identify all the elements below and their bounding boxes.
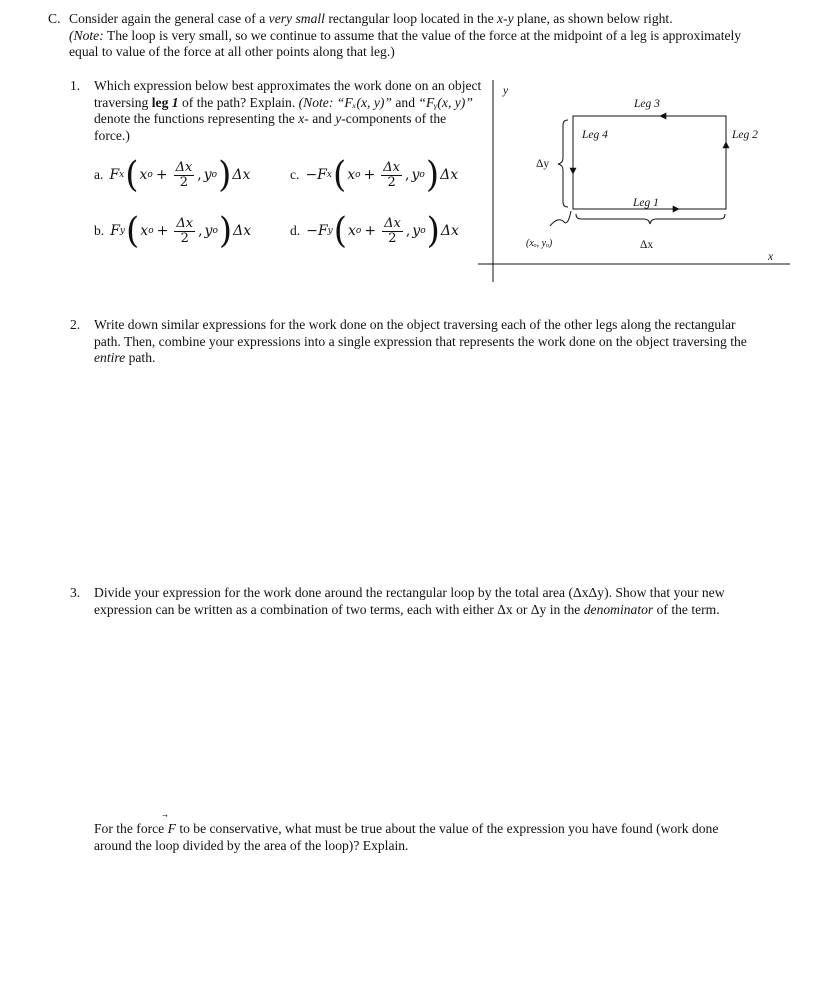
note-label: (Note: <box>69 27 104 43</box>
question-3-text: Divide your expression for the work done around the rectangular loop by the total area (ΔxΔy). Show that your new expression can be written as a combination of two terms, each with either Δx or Δy in the denominator of the term. <box>94 585 725 617</box>
origin-label: (xₒ, yₒ) <box>526 238 553 249</box>
leg-4-label: Leg 4 <box>582 129 608 141</box>
section-label: C. <box>48 11 61 26</box>
question-1-text: Which expression below best approximates the work done on an object traversing leg 1 of the path? Explain. (Note: “Fₓ(x, y)” and “Fᵧ(x, y)” denote the functions representing the x- and y-components of the force.) <box>94 78 482 143</box>
dy-brace <box>558 120 568 207</box>
choice-d: d. − F y ( x o + $\frac{\Delta x}{2}$ , y o ) Δx <box>290 210 459 252</box>
dy-label: Δy <box>536 158 550 170</box>
dx-label: Δx <box>640 239 654 251</box>
section-intro: Consider again the general case of a very small rectangular loop located in the x-y plane, as shown below right. (Note: The loop is very small, so we continue to assume that the value of the force at the midpoint of a leg is approximately equal to value of the force at all other points along that leg.) <box>69 11 742 59</box>
x-axis-label: x <box>768 251 774 263</box>
question-2-text: Write down similar expressions for the work done on the object traversing each of the other legs along the rectangular path. Then, combine your expressions into a single expression that represents the work done on the object traversing the entire path. <box>94 317 747 365</box>
conservative-question: For the force F to be conservative, what must be true about the value of the expression you have found (work done around the loop divided by the area of the loop)? Explain. <box>94 821 719 853</box>
choice-a: a. F x ( x o + $\frac{\Delta x}{2}$ , y o ) Δx <box>94 154 251 196</box>
leg-2-label: Leg 2 <box>732 129 758 141</box>
dx-brace <box>576 214 725 224</box>
y-axis-label: y <box>503 85 509 97</box>
question-2-number: 2. <box>70 317 81 332</box>
choice-c: c. − F x ( x o + $\frac{\Delta x}{2}$ , y o ) Δx <box>290 154 459 196</box>
origin-pointer <box>550 211 571 226</box>
choice-b: b. F y ( x o + $\frac{\Delta x}{2}$ , y o ) Δx <box>94 210 252 252</box>
loop-diagram <box>470 80 790 290</box>
question-3-number: 3. <box>70 585 81 600</box>
leg-1-label: Leg 1 <box>633 197 659 209</box>
force-vector-symbol: F <box>167 821 176 836</box>
leg-3-label: Leg 3 <box>634 98 660 110</box>
question-1-number: 1. <box>70 78 81 93</box>
